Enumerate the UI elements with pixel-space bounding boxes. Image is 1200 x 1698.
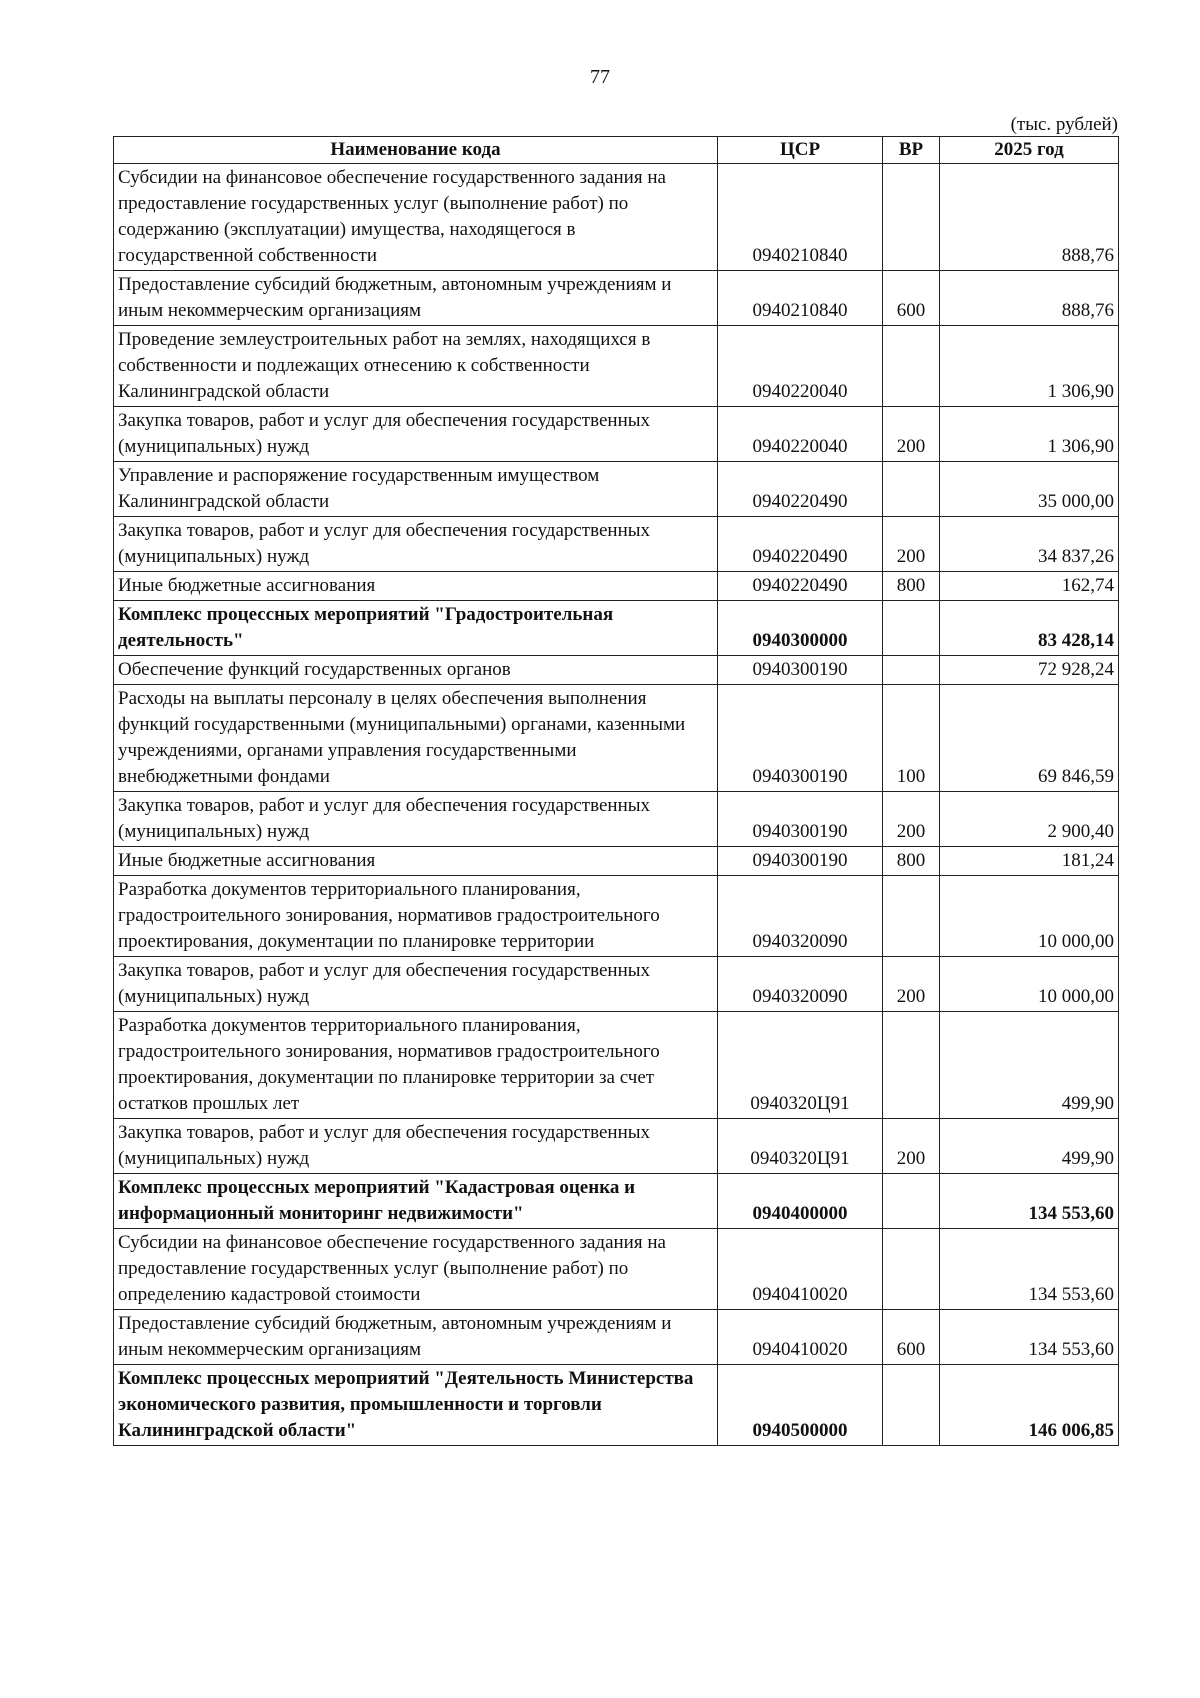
table-row <box>114 876 1119 957</box>
row-vr <box>883 462 940 517</box>
row-name: Иные бюджетные ассигнования <box>114 847 718 876</box>
row-name: Разработка документов территориального планирования, градостроительного зонирования, нормативов градостроительного проектирования, документации по планировке территории <box>114 876 718 957</box>
row-name: Иные бюджетные ассигнования <box>114 572 718 601</box>
table-row <box>114 271 1119 326</box>
row-name: Разработка документов территориального планирования, градостроительного зонирования, нормативов градостроительного проектирования, документации по планировке территории за счет остатков прошлых лет <box>114 1012 718 1119</box>
row-vr: 800 <box>883 572 940 601</box>
row-name: Закупка товаров, работ и услуг для обеспечения государственных (муниципальных) нужд <box>114 407 718 462</box>
row-csr: 0940220490 <box>718 572 883 601</box>
row-vr <box>883 1229 940 1310</box>
row-csr: 0940300190 <box>718 847 883 876</box>
row-amount: 181,24 <box>940 847 1119 876</box>
row-amount: 34 837,26 <box>940 517 1119 572</box>
table-row <box>114 572 1119 601</box>
table-row <box>114 1119 1119 1174</box>
table-row <box>114 517 1119 572</box>
budget-table <box>113 136 1119 1446</box>
table-row <box>114 1229 1119 1310</box>
table-body <box>114 164 1119 1446</box>
row-vr <box>883 164 940 271</box>
row-csr: 0940300000 <box>718 601 883 656</box>
table-row <box>114 1174 1119 1229</box>
row-vr: 600 <box>883 1310 940 1365</box>
table-row <box>114 685 1119 792</box>
row-csr: 0940300190 <box>718 656 883 685</box>
row-csr: 0940220490 <box>718 462 883 517</box>
row-vr <box>883 1012 940 1119</box>
row-name: Закупка товаров, работ и услуг для обеспечения государственных (муниципальных) нужд <box>114 957 718 1012</box>
row-name: Обеспечение функций государственных органов <box>114 656 718 685</box>
row-vr <box>883 1365 940 1446</box>
header-name: Наименование кода <box>114 137 718 164</box>
row-vr <box>883 656 940 685</box>
units-label: (тыс. рублей) <box>1010 114 1118 135</box>
table-row <box>114 656 1119 685</box>
row-name: Закупка товаров, работ и услуг для обеспечения государственных (муниципальных) нужд <box>114 517 718 572</box>
table-row <box>114 1012 1119 1119</box>
header-year: 2025 год <box>940 137 1119 164</box>
table-row <box>114 847 1119 876</box>
row-amount: 10 000,00 <box>940 957 1119 1012</box>
row-name: Закупка товаров, работ и услуг для обеспечения государственных (муниципальных) нужд <box>114 1119 718 1174</box>
row-amount: 499,90 <box>940 1119 1119 1174</box>
row-csr: 0940220040 <box>718 407 883 462</box>
row-vr: 100 <box>883 685 940 792</box>
header-csr: ЦСР <box>718 137 883 164</box>
row-name: Комплекс процессных мероприятий "Кадастровая оценка и информационный мониторинг недвижимости" <box>114 1174 718 1229</box>
row-amount: 134 553,60 <box>940 1174 1119 1229</box>
row-amount: 888,76 <box>940 164 1119 271</box>
row-vr <box>883 1174 940 1229</box>
row-vr: 200 <box>883 957 940 1012</box>
row-name: Расходы на выплаты персоналу в целях обеспечения выполнения функций государственными (муниципальными) органами, казенными учреждениями, органами управления государственными внебюджетными фондами <box>114 685 718 792</box>
table-row <box>114 407 1119 462</box>
row-amount: 134 553,60 <box>940 1310 1119 1365</box>
table-row <box>114 462 1119 517</box>
row-vr <box>883 326 940 407</box>
row-csr: 0940500000 <box>718 1365 883 1446</box>
row-csr: 0940400000 <box>718 1174 883 1229</box>
row-amount: 1 306,90 <box>940 326 1119 407</box>
table-header-row <box>114 137 1119 164</box>
row-csr: 0940410020 <box>718 1310 883 1365</box>
row-name: Закупка товаров, работ и услуг для обеспечения государственных (муниципальных) нужд <box>114 792 718 847</box>
row-csr: 0940320Ц91 <box>718 1012 883 1119</box>
row-amount: 146 006,85 <box>940 1365 1119 1446</box>
row-vr: 800 <box>883 847 940 876</box>
row-amount: 499,90 <box>940 1012 1119 1119</box>
row-vr: 200 <box>883 1119 940 1174</box>
row-amount: 134 553,60 <box>940 1229 1119 1310</box>
row-amount: 69 846,59 <box>940 685 1119 792</box>
table-row <box>114 164 1119 271</box>
row-vr: 200 <box>883 792 940 847</box>
row-name: Комплекс процессных мероприятий "Деятельность Министерства экономического развития, промышленности и торговли Калининградской области" <box>114 1365 718 1446</box>
row-amount: 83 428,14 <box>940 601 1119 656</box>
row-name: Предоставление субсидий бюджетным, автономным учреждениям и иным некоммерческим организациям <box>114 271 718 326</box>
row-name: Субсидии на финансовое обеспечение государственного задания на предоставление государственных услуг (выполнение работ) по определению кадастровой стоимости <box>114 1229 718 1310</box>
row-csr: 0940210840 <box>718 164 883 271</box>
row-vr: 600 <box>883 271 940 326</box>
row-amount: 888,76 <box>940 271 1119 326</box>
row-csr: 0940320090 <box>718 957 883 1012</box>
table-row <box>114 957 1119 1012</box>
header-vr: ВР <box>883 137 940 164</box>
table-row <box>114 601 1119 656</box>
row-amount: 35 000,00 <box>940 462 1119 517</box>
row-amount: 1 306,90 <box>940 407 1119 462</box>
page-number: 77 <box>590 66 610 88</box>
row-name: Предоставление субсидий бюджетным, автономным учреждениям и иным некоммерческим организациям <box>114 1310 718 1365</box>
row-vr <box>883 876 940 957</box>
table-row <box>114 326 1119 407</box>
row-name: Комплекс процессных мероприятий "Градостроительная деятельность" <box>114 601 718 656</box>
row-amount: 162,74 <box>940 572 1119 601</box>
row-name: Управление и распоряжение государственным имуществом Калининградской области <box>114 462 718 517</box>
row-csr: 0940210840 <box>718 271 883 326</box>
row-amount: 72 928,24 <box>940 656 1119 685</box>
row-name: Проведение землеустроительных работ на землях, находящихся в собственности и подлежащих отнесению к собственности Калининградской области <box>114 326 718 407</box>
row-amount: 10 000,00 <box>940 876 1119 957</box>
row-amount: 2 900,40 <box>940 792 1119 847</box>
row-csr: 0940320Ц91 <box>718 1119 883 1174</box>
row-csr: 0940300190 <box>718 792 883 847</box>
row-csr: 0940300190 <box>718 685 883 792</box>
table-row <box>114 1310 1119 1365</box>
row-csr: 0940410020 <box>718 1229 883 1310</box>
row-vr: 200 <box>883 407 940 462</box>
row-csr: 0940320090 <box>718 876 883 957</box>
row-csr: 0940220040 <box>718 326 883 407</box>
row-csr: 0940220490 <box>718 517 883 572</box>
table-row <box>114 792 1119 847</box>
row-vr <box>883 601 940 656</box>
row-name: Субсидии на финансовое обеспечение государственного задания на предоставление государственных услуг (выполнение работ) по содержанию (эксплуатации) имущества, находящегося в государственной собственности <box>114 164 718 271</box>
row-vr: 200 <box>883 517 940 572</box>
table-row <box>114 1365 1119 1446</box>
